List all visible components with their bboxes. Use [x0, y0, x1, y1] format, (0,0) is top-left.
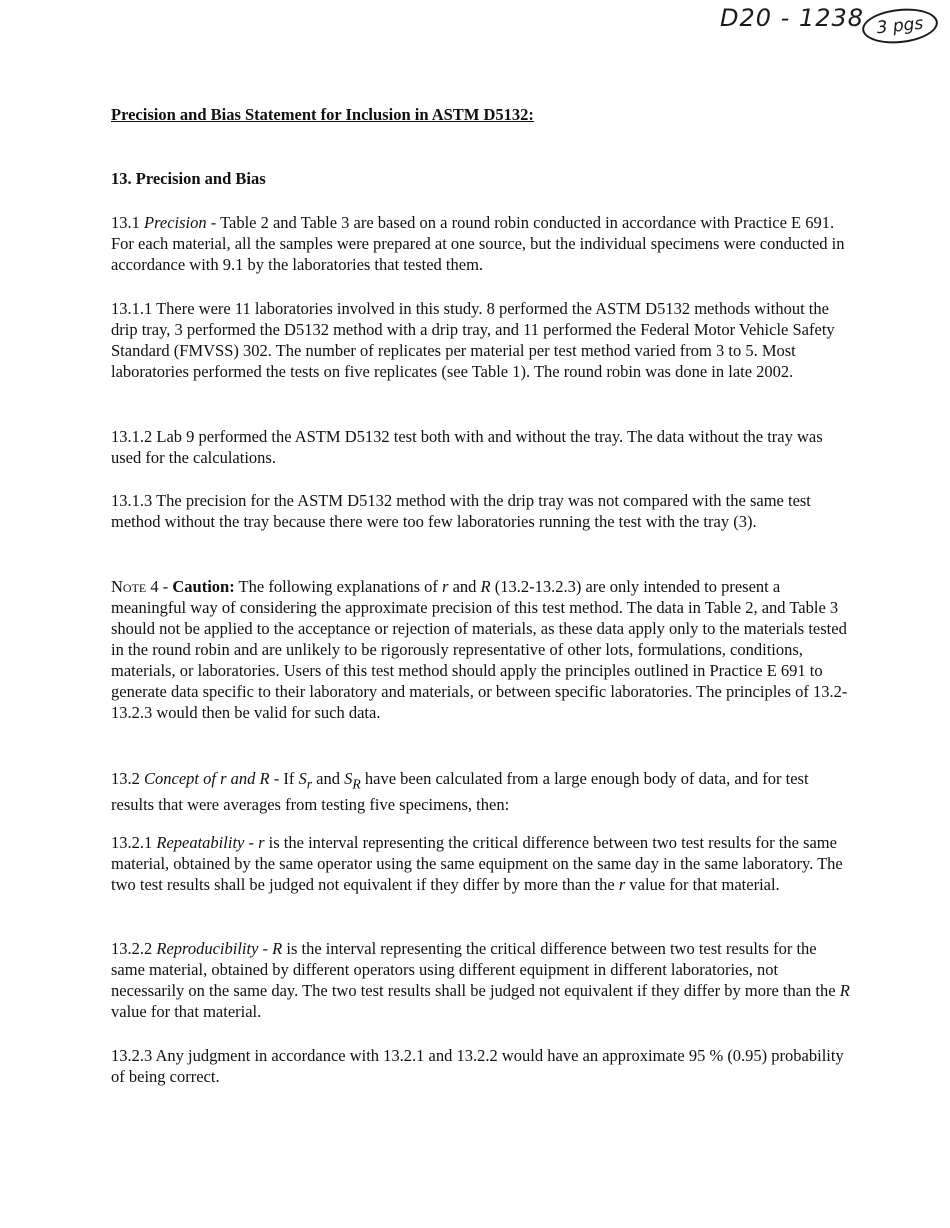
- para-text: - Table 2 and Table 3 are based on a round robin conducted in accordance with Practice E 691. For each material, all the samples were prepared at one source, but the individual specimens were conducted in accordance with 9.1 by the laboratories that tested them.: [111, 213, 845, 274]
- paragraph-13-2-2: [111, 938, 851, 1022]
- para-text-b: have been calculated from a large enough body of data, and for test results that were averages from testing five specimens, then:: [111, 769, 809, 815]
- symbol-sR: $S_R$: [344, 769, 361, 792]
- para-text-b: value for that material.: [111, 1002, 262, 1021]
- para-number: 13.2.2: [111, 939, 153, 958]
- handwritten-document-number: D20 - 1238: [720, 4, 865, 32]
- var-R: R: [272, 939, 283, 958]
- para-text-a: - If: [273, 769, 295, 788]
- paragraph-13-2: [111, 768, 851, 815]
- paragraph-13-1-2: 13.1.2 Lab 9 performed the ASTM D5132 test both with and without the tray. The data without the tray was used for the calculations.: [111, 427, 823, 467]
- paragraph-13-2-1: [111, 832, 851, 895]
- para-text-a: is the interval representing the critical difference between two test results for the same material, obtained by different operators using different equipment in different laboratories, not necessarily on the same day. The two test results shall be judged not equivalent if they differ by more than the: [111, 939, 836, 1000]
- note-text-a: The following explanations of: [238, 577, 438, 596]
- para-dash: -: [248, 833, 254, 852]
- para-number: 13.1: [111, 213, 140, 232]
- para-label: Precision: [144, 213, 207, 232]
- note-4: [111, 576, 851, 723]
- para-text-a: is the interval representing the critical difference between two test results for the same material, obtained by the same operator using the same equipment on the same day in the same laboratory. The two test results shall be judged not equivalent if they differ by more than the: [111, 833, 843, 894]
- var-R: R: [480, 577, 491, 596]
- paragraph-13-2-3: 13.2.3 Any judgment in accordance with 13.2.1 and 13.2.2 would have an approximate 95 % (0.95) probability of being correct.: [111, 1046, 844, 1086]
- para-label: Reproducibility: [156, 939, 259, 958]
- caution-label: Caution:: [172, 577, 235, 596]
- para-number: 13.2: [111, 769, 140, 788]
- paragraph-13-1-1: 13.1.1 There were 11 laboratories involved in this study. 8 performed the ASTM D5132 methods without the drip tray, 3 performed the D5132 method with a drip tray, and 11 performed the Federal Motor Vehicle Safety Standard (FMVSS) 302. The number of replicates per material per test method varied from 3 to 5. Most laboratories performed the tests on five replicates (see Table 1). The round robin was done in late 2002.: [111, 299, 835, 381]
- para-number: 13.2.1: [111, 833, 153, 852]
- var-r-2: r: [618, 875, 626, 894]
- para-and: and: [316, 769, 340, 788]
- para-dash: -: [262, 939, 269, 958]
- document-title: Precision and Bias Statement for Inclusion in ASTM D5132:: [111, 105, 534, 124]
- var-r: r: [442, 577, 449, 596]
- para-label: Concept of r and R: [144, 769, 270, 788]
- paragraph-13-1: [111, 212, 851, 275]
- var-R-2: R: [839, 981, 850, 1000]
- note-text-b: (13.2-13.2.3) are only intended to present a meaningful way of considering the approximate precision of this test method. The data in Table 2, and Table 3 should not be applied to the acceptance or rejection of materials, as these data apply only to the materials tested in the round robin and are unlikely to be rigorously representative of other lots, formulations, conditions, materials, or laboratories. Users of this test method should apply the principles outlined in Practice E 691 to generate data specific to their laboratory and materials, or between specific laboratories. The principles of 13.2-13.2.3 would then be valid for such data.: [111, 577, 848, 722]
- var-r: r: [258, 833, 265, 852]
- paragraph-13-1-3: 13.1.3 The precision for the ASTM D5132 method with the drip tray was not compared with the same test method without the tray because there were too few laboratories running the test with the tray (3).: [111, 491, 811, 531]
- handwritten-page-count: 3 pgs: [860, 5, 939, 47]
- symbol-sr: $S_r$: [298, 769, 313, 792]
- note-and: and: [452, 577, 477, 596]
- section-heading: 13. Precision and Bias: [111, 169, 266, 188]
- para-text-b: value for that material.: [629, 875, 780, 894]
- para-label: Repeatability: [156, 833, 245, 852]
- note-label: Note 4 -: [111, 577, 169, 596]
